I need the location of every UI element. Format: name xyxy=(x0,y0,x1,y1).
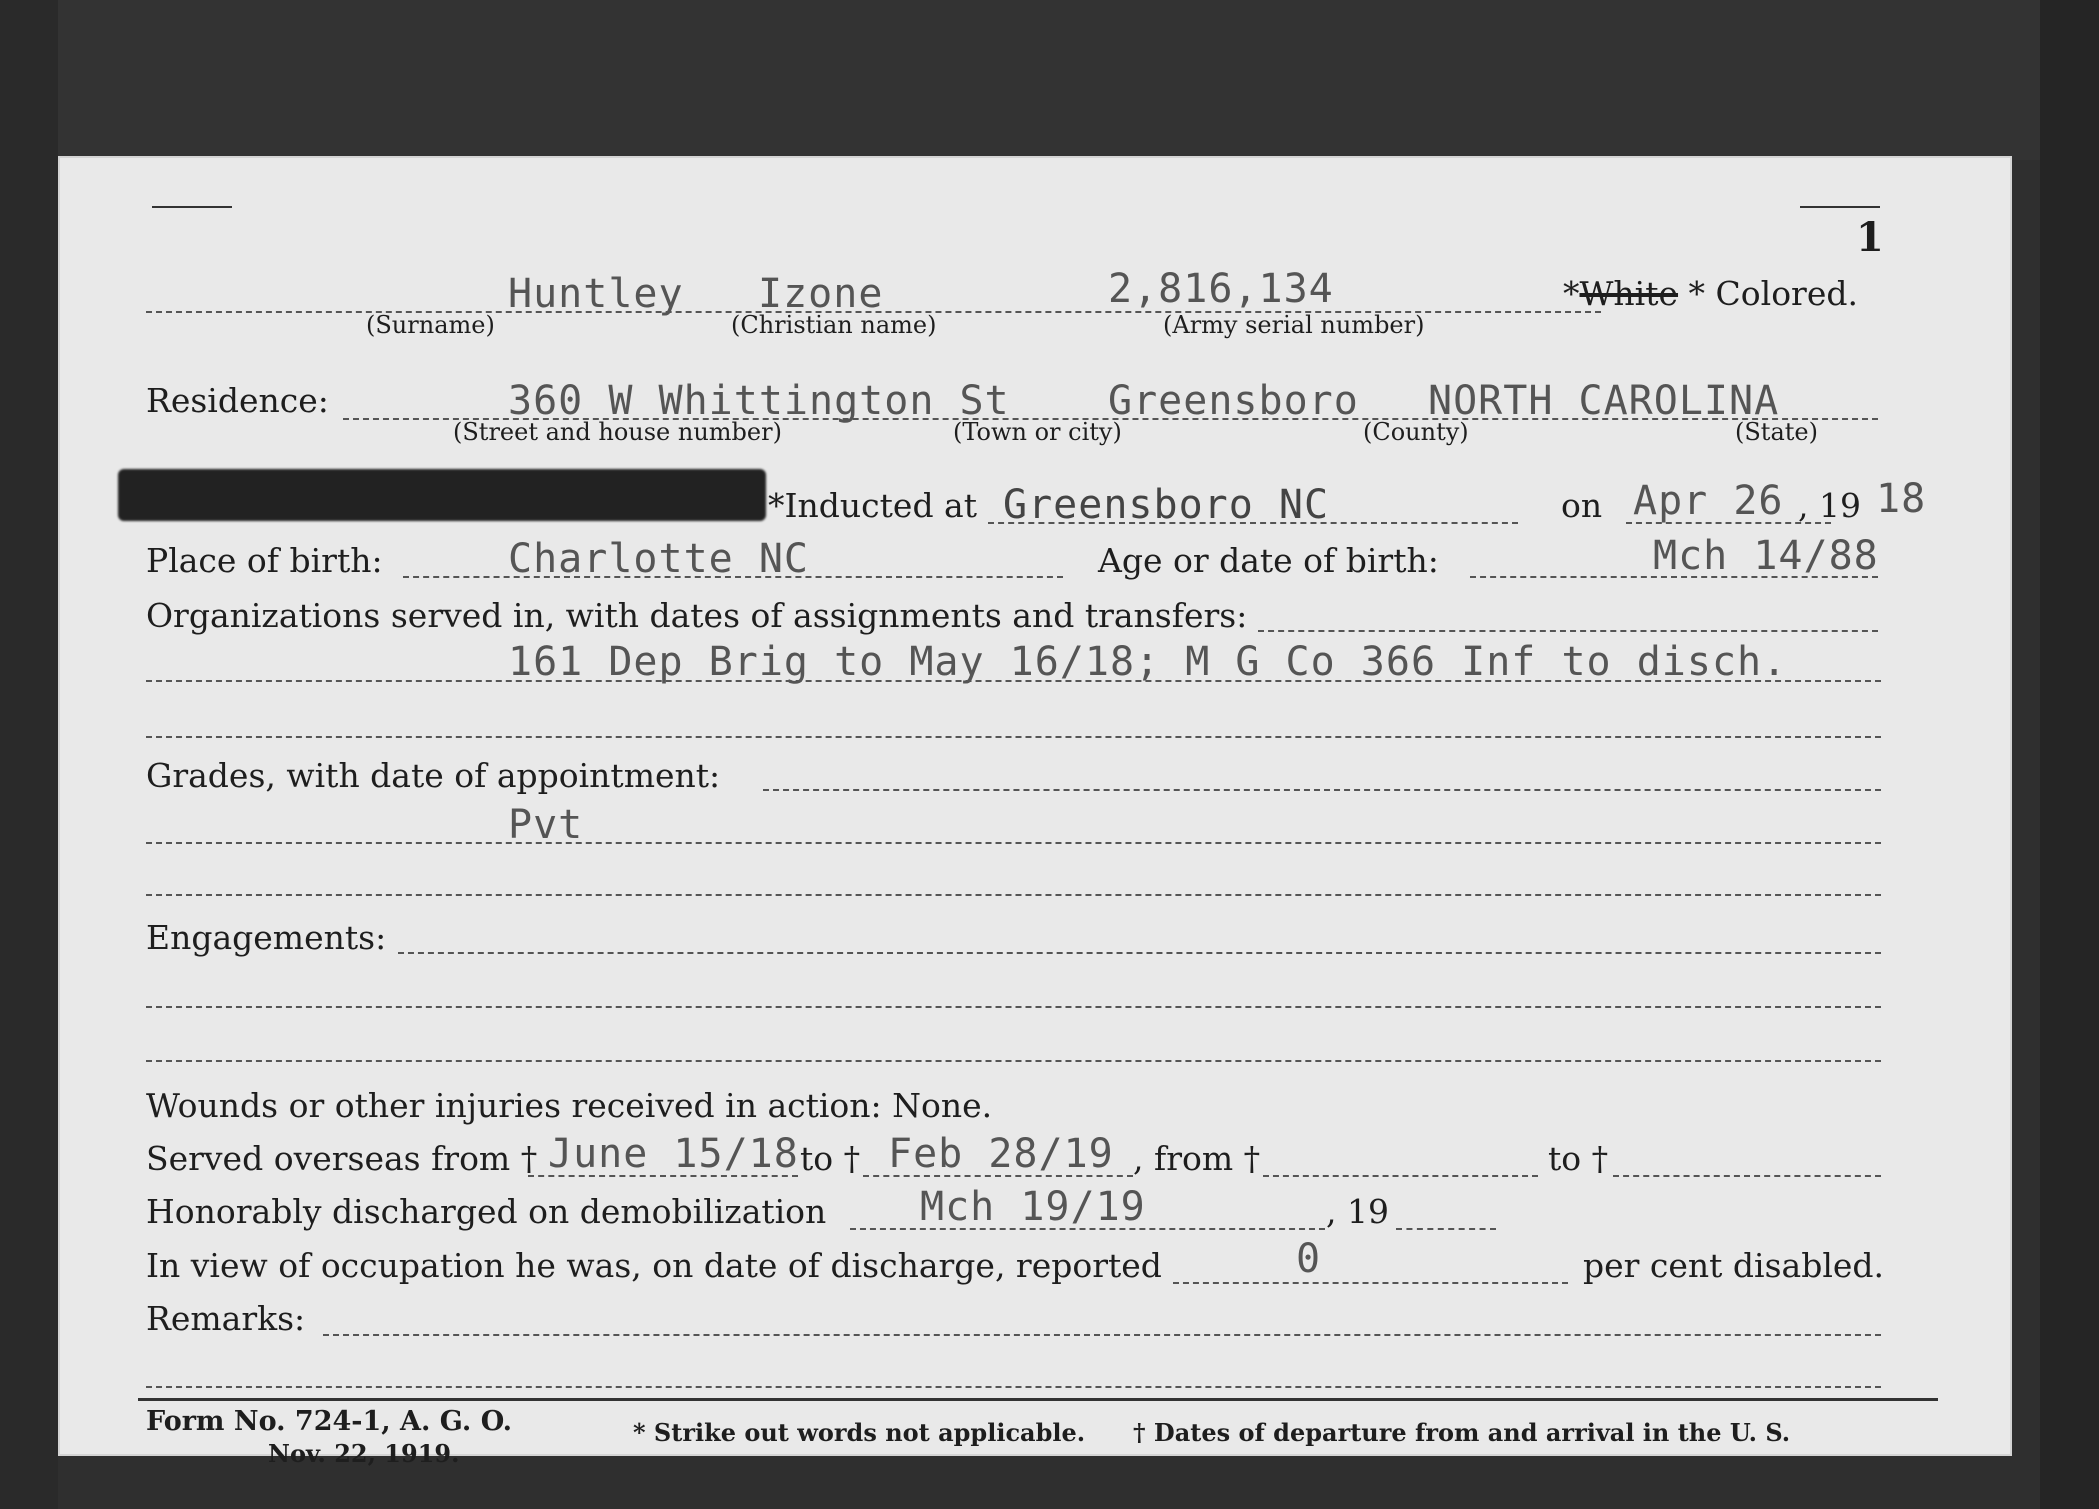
surname-caption: (Surname) xyxy=(366,311,495,339)
overseas-label: Served overseas from † xyxy=(146,1139,538,1178)
residence-street-value: 360 W Whittington St xyxy=(508,378,1010,424)
grades-line-3 xyxy=(146,894,1881,896)
organizations-line-3 xyxy=(146,736,1881,738)
inducted-date-value: Apr 26 xyxy=(1633,478,1784,524)
footer-rule xyxy=(138,1398,1938,1401)
birth-date-value: Mch 14/88 xyxy=(1653,533,1879,579)
overseas-from2-label: , from † xyxy=(1133,1139,1261,1178)
inducted-year-value: 18 xyxy=(1876,476,1927,522)
county-caption: (County) xyxy=(1363,418,1469,446)
birthplace-label: Place of birth: xyxy=(146,541,383,580)
card-number: 1 xyxy=(1856,214,1884,261)
serial-number-caption: (Army serial number) xyxy=(1163,311,1425,339)
inducted-place-value: Greensboro NC xyxy=(1003,482,1330,528)
remarks-label: Remarks: xyxy=(146,1299,306,1338)
grades-line-1 xyxy=(763,789,1881,791)
christian-name-caption: (Christian name) xyxy=(731,311,937,339)
discharge-label: Honorably discharged on demobilization xyxy=(146,1192,827,1231)
overseas-from2-line xyxy=(1263,1175,1538,1177)
overseas-from-value: June 15/18 xyxy=(548,1131,799,1177)
corner-rule-left xyxy=(152,206,232,208)
form-number: Form No. 724-1, A. G. O. xyxy=(146,1406,513,1437)
redaction-smudge xyxy=(118,469,766,521)
surname-value: Huntley xyxy=(508,271,684,317)
inducted-label: *Inducted at xyxy=(768,486,977,525)
organizations-line-1 xyxy=(1258,630,1878,632)
town-caption: (Town or city) xyxy=(953,418,1122,446)
grades-line-2 xyxy=(146,842,1881,844)
grades-label: Grades, with date of appointment: xyxy=(146,756,721,795)
remarks-line-2 xyxy=(146,1386,1881,1388)
engagements-label: Engagements: xyxy=(146,918,387,957)
scan-background-left xyxy=(0,0,58,1509)
service-record-card xyxy=(58,156,2012,1468)
disability-line xyxy=(1173,1282,1568,1284)
state-caption: (State) xyxy=(1735,418,1818,446)
residence-town-value: Greensboro xyxy=(1108,378,1359,424)
wounds-label: Wounds or other injuries received in action: None. xyxy=(146,1086,993,1125)
inducted-year-prefix: , 19 xyxy=(1798,486,1861,525)
disability-suffix: per cent disabled. xyxy=(1583,1246,1885,1285)
corner-rule-right xyxy=(1800,206,1880,208)
engagements-line-1 xyxy=(398,952,1881,954)
grades-value: Pvt xyxy=(508,802,584,848)
discharge-year-line xyxy=(1396,1228,1496,1230)
footnote-dates: † Dates of departure from and arrival in the U. S. xyxy=(1133,1418,1791,1447)
race-field xyxy=(1563,274,1858,313)
race-prefix: * xyxy=(1563,274,1580,313)
inducted-on-label: on xyxy=(1561,486,1603,525)
overseas-to2-line xyxy=(1613,1175,1881,1177)
street-caption: (Street and house number) xyxy=(453,418,782,446)
remarks-line-1 xyxy=(323,1334,1881,1336)
overseas-to-value: Feb 28/19 xyxy=(888,1131,1114,1177)
discharge-date-value: Mch 19/19 xyxy=(920,1184,1146,1230)
organizations-label: Organizations served in, with dates of assignments and transfers: xyxy=(146,596,1248,635)
footnote-strike-out: * Strike out words not applicable. xyxy=(633,1418,1086,1447)
serial-number-value: 2,816,134 xyxy=(1108,266,1334,312)
scan-background-right xyxy=(2040,0,2099,1509)
overseas-to2-label: to † xyxy=(1548,1139,1609,1178)
engagements-line-3 xyxy=(146,1060,1881,1062)
residence-state-value: NORTH CAROLINA xyxy=(1428,378,1780,424)
discharge-year-suffix: , 19 xyxy=(1326,1192,1389,1231)
form-date: Nov. 22, 1919. xyxy=(268,1439,460,1468)
disability-value: 0 xyxy=(1296,1236,1322,1282)
scan-background-top xyxy=(0,0,2099,160)
birthplace-value: Charlotte NC xyxy=(508,536,809,582)
birth-date-label: Age or date of birth: xyxy=(1098,541,1439,580)
residence-label: Residence: xyxy=(146,381,329,420)
engagements-line-2 xyxy=(146,1006,1881,1008)
race-colored: * Colored. xyxy=(1688,274,1858,313)
race-white-struck: White xyxy=(1579,274,1679,313)
overseas-to-label: to † xyxy=(800,1139,861,1178)
disability-label: In view of occupation he was, on date of discharge, reported xyxy=(146,1246,1162,1285)
christian-name-value: Izone xyxy=(758,271,884,317)
organizations-value: 161 Dep Brig to May 16/18; M G Co 366 Inf to disch. xyxy=(508,639,1788,685)
